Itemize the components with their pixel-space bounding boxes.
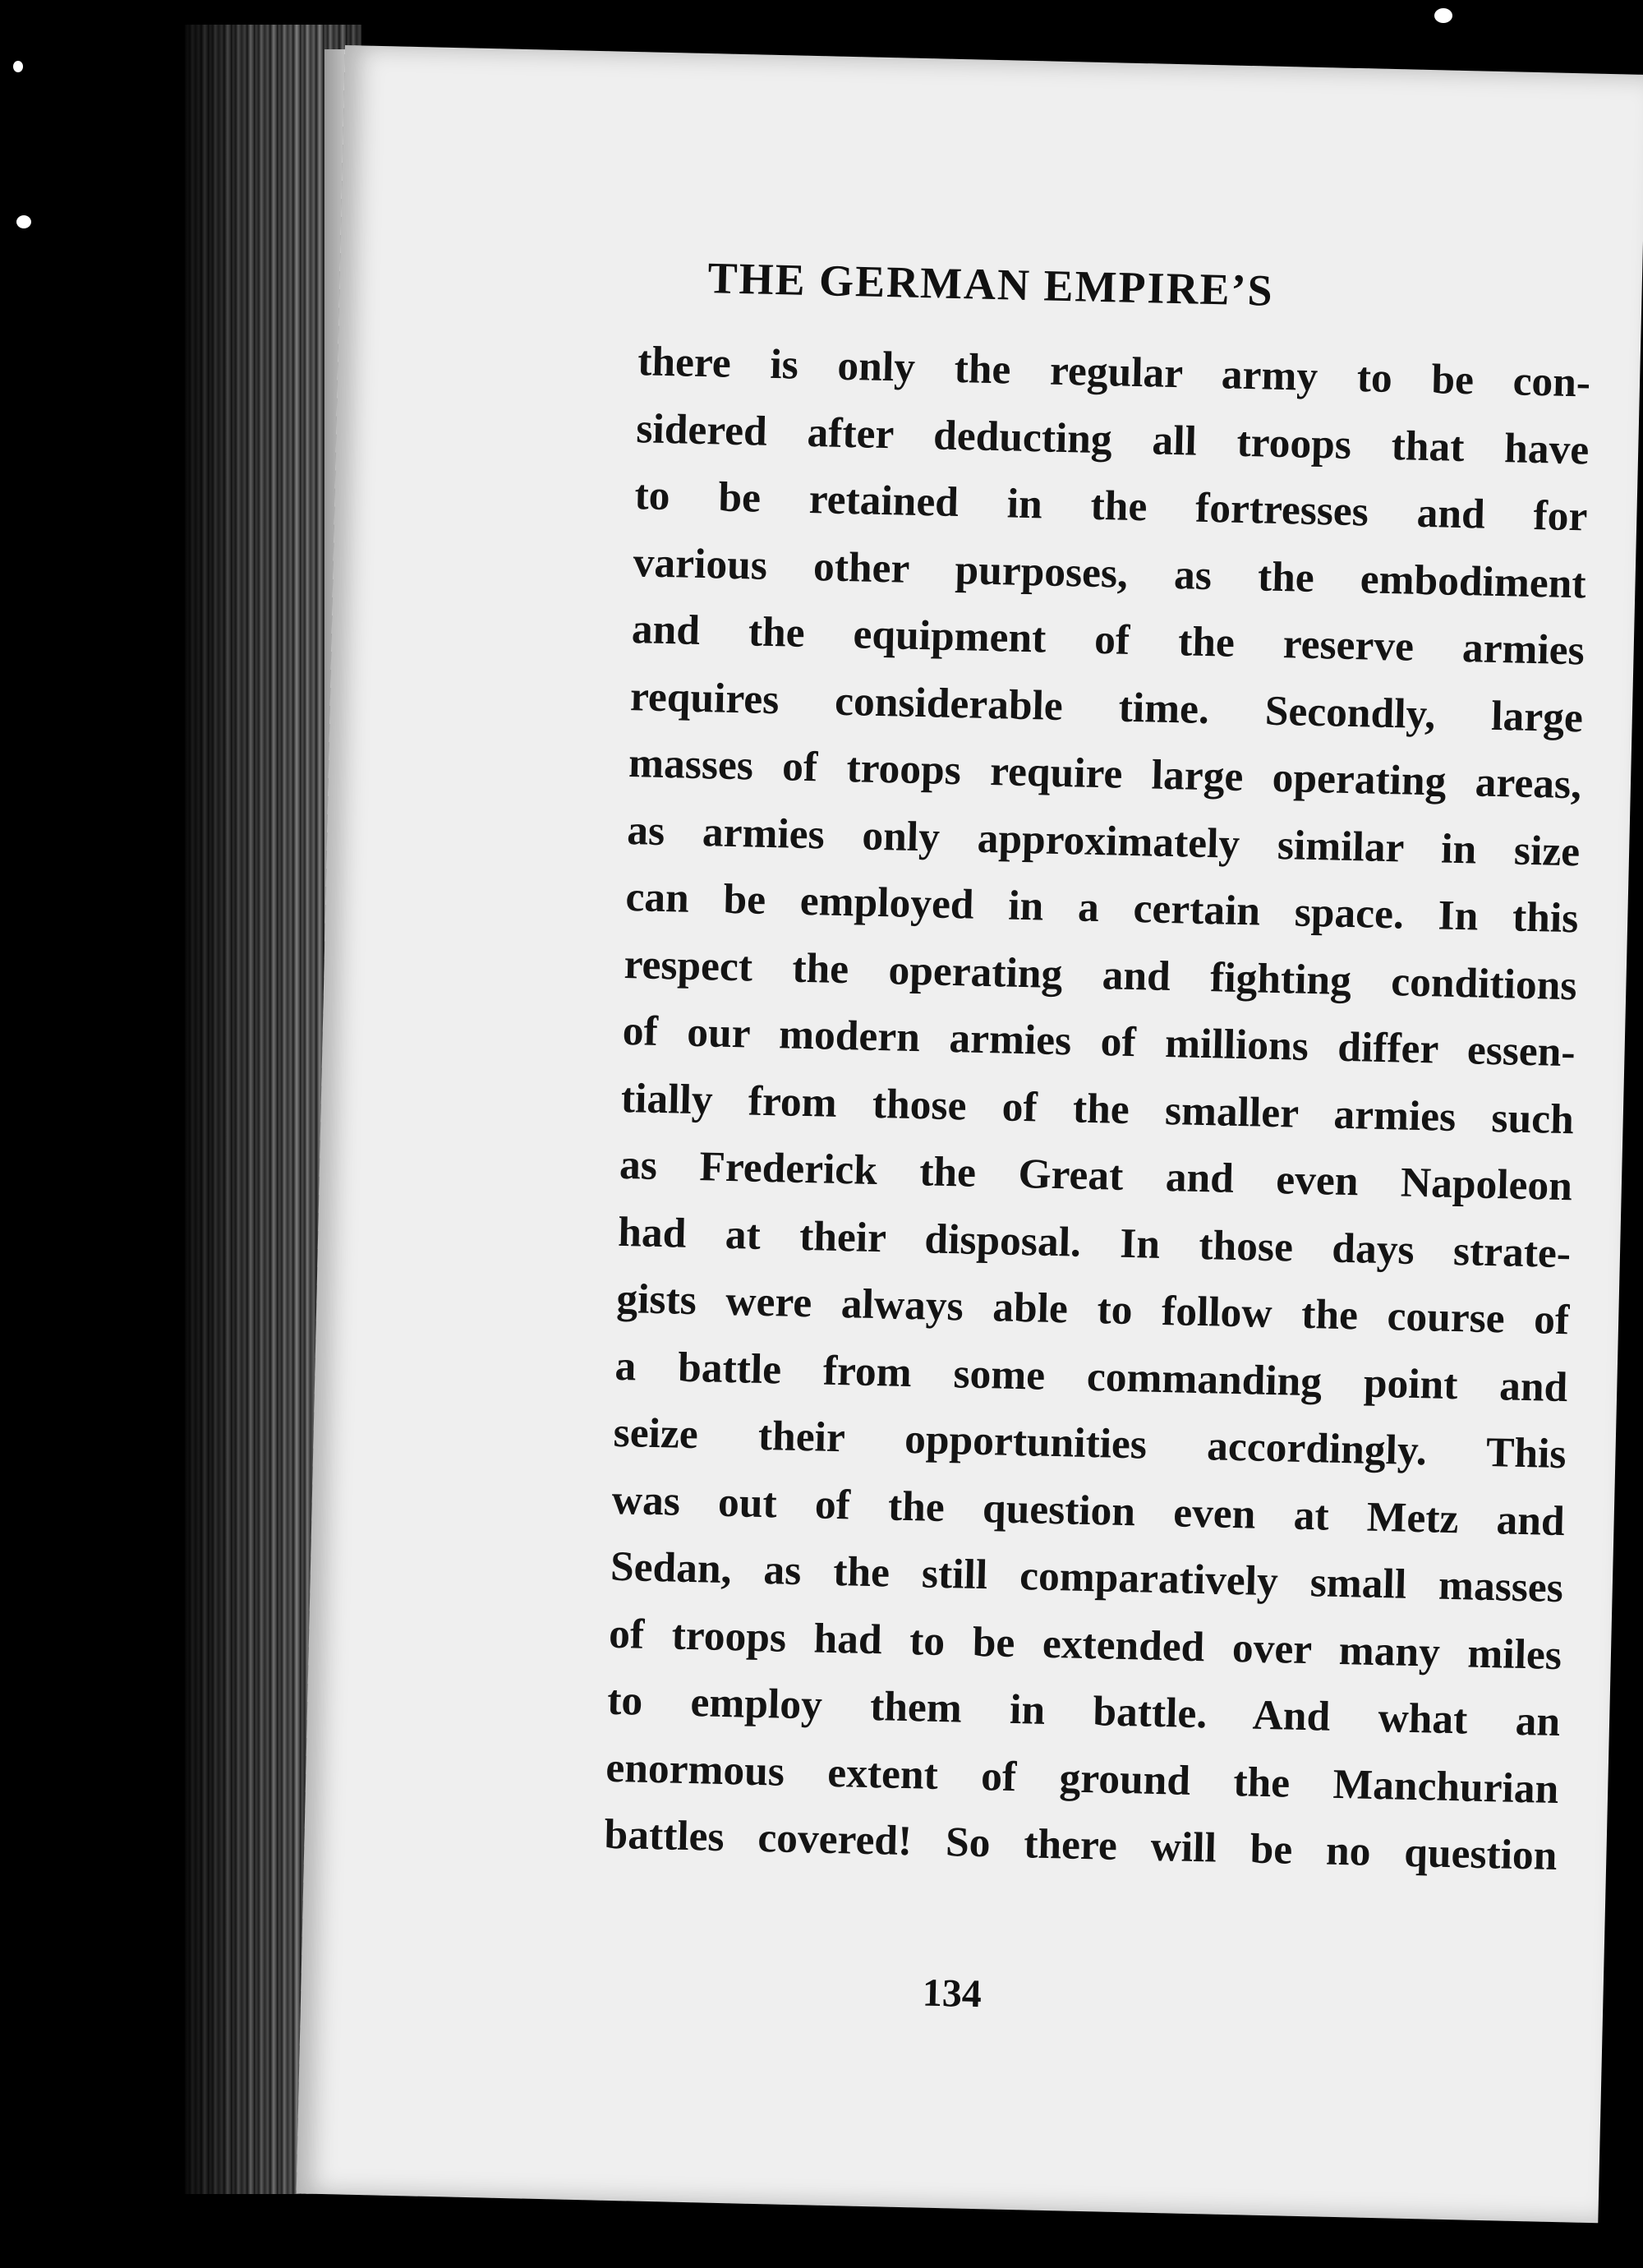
text-line: to employ them in battle. And what an	[606, 1676, 1561, 1746]
text-line: as armies only approximately similar in size	[626, 806, 1581, 875]
text-line: was out of the question even at Metz and	[611, 1476, 1566, 1545]
text-line: a battle from some commanding point and	[614, 1342, 1568, 1411]
text-line: sidered after deducting all troops that have	[635, 404, 1590, 473]
text-line: requires considerable time. Secondly, large	[629, 672, 1584, 741]
text-line: had at their disposal. In those days strate-	[617, 1208, 1572, 1277]
text-line: seize their opportunities accordingly. This	[613, 1408, 1567, 1478]
text-line: to be retained in the fortresses and for	[634, 472, 1589, 541]
scan-speck	[13, 61, 23, 72]
text-line: masses of troops require large operating areas,	[628, 740, 1582, 809]
text-line: and the equipment of the reserve armies	[631, 606, 1585, 675]
text-line: can be employed in a certain space. In this	[624, 874, 1579, 943]
text-line: of troops had to be extended over many miles	[608, 1610, 1562, 1679]
text-line: respect the operating and fighting conditions	[624, 940, 1578, 1009]
printed-page	[297, 45, 1643, 2223]
text-line: gists were always able to follow the course of	[615, 1275, 1570, 1344]
running-head: THE GERMAN EMPIRE’S	[706, 253, 1275, 316]
text-line: Sedan, as the still comparatively small masses	[610, 1542, 1564, 1612]
text-line: tially from those of the smaller armies such	[620, 1074, 1575, 1143]
text-line: enormous extent of ground the Manchurian	[605, 1744, 1559, 1813]
text-line: there is only the regular army to be con-	[637, 338, 1591, 407]
text-line: battles covered! So there will be no question	[604, 1810, 1558, 1880]
page-number: 134	[922, 1971, 983, 2017]
body-text	[604, 328, 1591, 1889]
scan-speck	[16, 215, 31, 228]
text-line: as Frederick the Great and even Napoleon	[619, 1141, 1573, 1210]
text-line: various other purposes, as the embodiment	[633, 538, 1587, 607]
text-line: of our modern armies of millions differ essen-	[622, 1007, 1576, 1076]
scan-speck	[1434, 8, 1452, 23]
